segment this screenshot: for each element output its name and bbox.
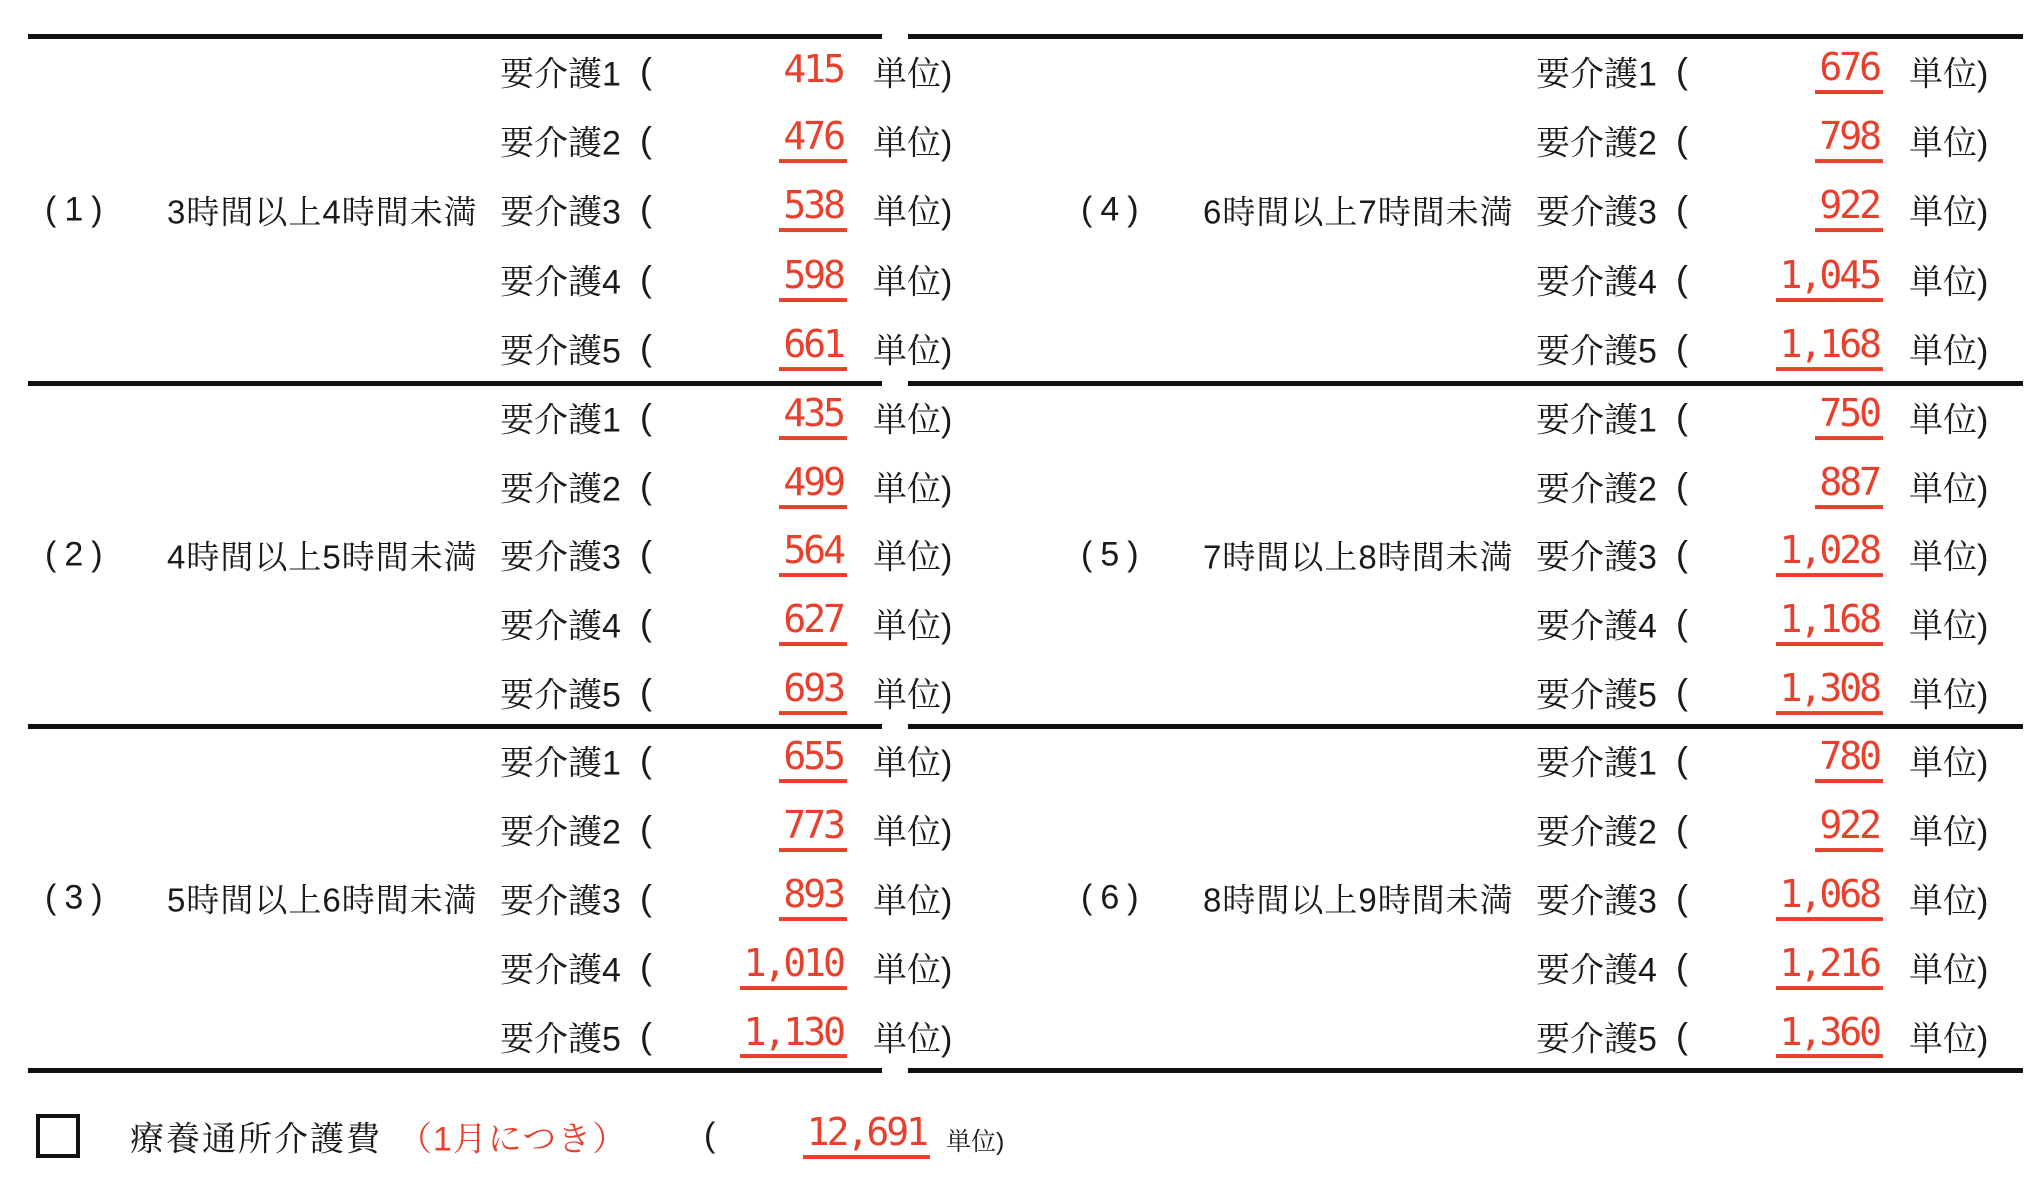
units-value: 1,168: [1776, 600, 1883, 646]
care-level-label: 要介護3: [500, 882, 621, 921]
units-box: [640, 114, 847, 163]
care-level-row: [1536, 244, 2006, 313]
open-paren: (: [1676, 876, 1688, 918]
units-value: 661: [779, 325, 847, 371]
units-box: [640, 803, 847, 852]
units-label: 単位): [873, 676, 953, 715]
care-level-label: 要介護3: [1536, 538, 1657, 577]
care-level-row: [500, 932, 970, 1001]
units-label: 単位): [1909, 401, 1989, 440]
care-level-row: [500, 1001, 970, 1070]
units-label: 単位): [873, 470, 953, 509]
units-value: 1,028: [1776, 532, 1883, 578]
care-level-label: 要介護5: [1536, 332, 1657, 371]
units-box: [640, 940, 847, 990]
care-level-label: 要介護1: [1536, 401, 1657, 440]
units-label: 単位): [873, 951, 953, 990]
units-value: 1,360: [1776, 1013, 1883, 1059]
care-level-row: [1536, 175, 2006, 244]
units-value: 1,168: [1776, 325, 1883, 371]
care-level-row: [500, 520, 970, 589]
units-label: 単位): [873, 193, 953, 232]
units-label: 単位): [873, 263, 953, 302]
care-level-label: 要介護3: [500, 193, 621, 232]
care-level-row: [500, 657, 970, 726]
section-time-range: 4時間以上5時間未満: [167, 538, 478, 575]
care-level-label: 要介護1: [500, 744, 621, 783]
care-level-row: [1536, 1001, 2006, 1070]
units-value: 415: [783, 46, 843, 91]
units-value: 773: [779, 806, 847, 852]
footer-open-paren: (: [704, 1116, 716, 1155]
care-level-row: [1536, 589, 2006, 658]
open-paren: (: [640, 464, 652, 506]
units-value: 893: [779, 875, 847, 921]
units-label: 単位): [1909, 55, 1989, 94]
units-value: 598: [779, 256, 847, 302]
units-value: 1,130: [740, 1013, 847, 1059]
units-box: [1676, 528, 1883, 578]
units-box: [1676, 940, 1883, 990]
units-value: 887: [1815, 463, 1883, 509]
units-box: [1676, 391, 1883, 440]
care-level-label: 要介護4: [1536, 263, 1657, 302]
care-level-label: 要介護2: [500, 470, 621, 509]
section-number: (2): [45, 535, 111, 573]
units-box: [640, 734, 847, 783]
open-paren: (: [640, 49, 652, 91]
units-label: 単位): [1909, 470, 1989, 509]
care-level-row: [1536, 657, 2006, 726]
care-level-row: [500, 244, 970, 313]
care-level-label: 要介護2: [1536, 124, 1657, 163]
units-box: [1676, 322, 1883, 371]
units-value: 693: [779, 669, 847, 715]
care-level-label: 要介護5: [500, 332, 621, 371]
section-time-range: 3時間以上4時間未満: [167, 193, 478, 230]
checkbox-icon: [36, 1114, 80, 1158]
footer-service-label: 療養通所介護費: [130, 1120, 382, 1159]
units-box: [640, 528, 847, 578]
open-paren: (: [1676, 1014, 1688, 1056]
care-level-label: 要介護3: [500, 538, 621, 577]
units-label: 単位): [873, 1020, 953, 1059]
open-paren: (: [640, 670, 652, 712]
units-label: 単位): [1909, 332, 1989, 371]
open-paren: (: [640, 602, 652, 644]
units-value: 1,045: [1776, 256, 1883, 302]
open-paren: (: [1676, 945, 1688, 987]
units-box: [1676, 183, 1883, 233]
units-label: 単位): [873, 332, 953, 371]
units-label: 単位): [873, 744, 953, 783]
units-box: [640, 183, 847, 233]
open-paren: (: [1676, 464, 1688, 506]
section-number: (4): [1081, 190, 1147, 228]
units-box: [640, 391, 847, 440]
units-label: 単位): [1909, 193, 1989, 232]
care-level-row: [1536, 864, 2006, 933]
units-box: [640, 46, 847, 92]
units-box: [1676, 872, 1883, 921]
open-paren: (: [1676, 188, 1688, 230]
units-box: [1676, 803, 1883, 852]
footer-units-label: 単位): [946, 1128, 1005, 1156]
footer-period-note: （1月につき）: [398, 1120, 628, 1159]
care-level-label: 要介護1: [1536, 744, 1657, 783]
units-value: 1,068: [1776, 875, 1883, 921]
open-paren: (: [640, 327, 652, 369]
care-level-row: [500, 589, 970, 658]
units-box: [1676, 665, 1883, 715]
section-number: (5): [1081, 535, 1147, 573]
units-label: 単位): [1909, 124, 1989, 163]
open-paren: (: [1676, 257, 1688, 299]
care-level-label: 要介護5: [500, 676, 621, 715]
units-value: 499: [779, 463, 847, 509]
units-label: 単位): [1909, 951, 1989, 990]
care-level-label: 要介護1: [1536, 55, 1657, 94]
units-label: 単位): [1909, 1020, 1989, 1059]
units-value: 922: [1815, 806, 1883, 852]
units-label: 単位): [1909, 676, 1989, 715]
units-box: [1676, 459, 1883, 509]
open-paren: (: [640, 188, 652, 230]
footer-units-value: 12,691: [803, 1113, 930, 1159]
units-label: 単位): [1909, 263, 1989, 302]
units-value: 476: [779, 117, 847, 163]
units-box: [640, 597, 847, 646]
care-level-label: 要介護4: [500, 263, 621, 302]
care-level-label: 要介護2: [500, 124, 621, 163]
units-box: [1676, 252, 1883, 302]
units-value: 750: [1815, 394, 1883, 440]
open-paren: (: [640, 257, 652, 299]
care-level-label: 要介護3: [1536, 882, 1657, 921]
units-box: [640, 252, 847, 302]
open-paren: (: [640, 945, 652, 987]
units-value: 676: [1815, 48, 1883, 94]
units-value: 564: [779, 532, 847, 578]
units-label: 単位): [873, 55, 953, 94]
units-label: 単位): [873, 882, 953, 921]
units-box: [640, 322, 847, 371]
units-box: [1676, 597, 1883, 646]
open-paren: (: [1676, 327, 1688, 369]
units-label: 単位): [1909, 744, 1989, 783]
care-level-label: 要介護1: [500, 401, 621, 440]
units-label: 単位): [873, 813, 953, 852]
footer-units-box: [710, 1110, 930, 1159]
section-time-range: 5時間以上6時間未満: [167, 881, 478, 919]
section-number: (1): [45, 190, 111, 228]
care-level-label: 要介護4: [1536, 607, 1657, 646]
care-level-label: 要介護4: [500, 607, 621, 646]
care-level-row: [1536, 314, 2006, 383]
care-level-row: [500, 452, 970, 521]
care-level-label: 要介護2: [500, 813, 621, 852]
care-level-label: 要介護2: [1536, 813, 1657, 852]
care-level-row: [1536, 105, 2006, 174]
care-level-row: [500, 726, 970, 795]
section-time-range: 8時間以上9時間未満: [1203, 881, 1514, 919]
units-label: 単位): [1909, 813, 1989, 852]
care-level-row: [1536, 36, 2006, 105]
open-paren: (: [640, 533, 652, 575]
units-box: [1676, 734, 1883, 783]
units-value: 1,216: [1776, 944, 1883, 990]
units-box: [1676, 44, 1883, 94]
units-label: 単位): [873, 538, 953, 577]
open-paren: (: [1676, 119, 1688, 161]
units-value: 627: [779, 600, 847, 646]
units-box: [640, 665, 847, 715]
units-box: [640, 1009, 847, 1059]
care-level-row: [1536, 726, 2006, 795]
open-paren: (: [1676, 602, 1688, 644]
care-level-row: [500, 314, 970, 383]
care-level-row: [500, 795, 970, 864]
units-box: [1676, 1009, 1883, 1059]
units-value: 538: [779, 187, 847, 233]
open-paren: (: [640, 396, 652, 438]
care-level-label: 要介護2: [1536, 470, 1657, 509]
open-paren: (: [640, 808, 652, 850]
care-level-row: [1536, 932, 2006, 1001]
care-level-row: [1536, 452, 2006, 521]
care-level-row: [1536, 383, 2006, 452]
open-paren: (: [1676, 49, 1688, 91]
section-number: (6): [1081, 878, 1147, 917]
units-box: [640, 459, 847, 509]
open-paren: (: [1676, 739, 1688, 781]
care-level-label: 要介護5: [1536, 676, 1657, 715]
care-level-row: [1536, 795, 2006, 864]
open-paren: (: [640, 1014, 652, 1056]
care-level-label: 要介護5: [500, 1020, 621, 1059]
care-level-row: [1536, 520, 2006, 589]
care-level-label: 要介護5: [1536, 1020, 1657, 1059]
open-paren: (: [640, 119, 652, 161]
units-value: 780: [1815, 737, 1883, 783]
care-level-label: 要介護3: [1536, 193, 1657, 232]
care-level-row: [500, 175, 970, 244]
section-time-range: 7時間以上8時間未満: [1203, 538, 1514, 575]
units-label: 単位): [1909, 607, 1989, 646]
units-value: 435: [779, 394, 847, 440]
care-level-row: [500, 36, 970, 105]
open-paren: (: [1676, 396, 1688, 438]
care-level-row: [500, 383, 970, 452]
units-value: 1,010: [740, 944, 847, 990]
units-label: 単位): [1909, 538, 1989, 577]
care-level-row: [500, 864, 970, 933]
care-level-label: 要介護4: [500, 951, 621, 990]
care-level-label: 要介護1: [500, 55, 621, 94]
units-label: 単位): [873, 124, 953, 163]
units-value: 1,308: [1776, 669, 1883, 715]
units-box: [1676, 114, 1883, 163]
units-label: 単位): [873, 401, 953, 440]
units-box: [640, 872, 847, 921]
open-paren: (: [640, 739, 652, 781]
care-level-row: [500, 105, 970, 174]
section-time-range: 6時間以上7時間未満: [1203, 193, 1514, 230]
open-paren: (: [1676, 808, 1688, 850]
units-value: 922: [1815, 187, 1883, 233]
open-paren: (: [1676, 533, 1688, 575]
open-paren: (: [1676, 670, 1688, 712]
care-level-label: 要介護4: [1536, 951, 1657, 990]
units-label: 単位): [873, 607, 953, 646]
units-value: 655: [779, 737, 847, 783]
section-number: (3): [45, 878, 111, 917]
open-paren: (: [640, 876, 652, 918]
units-value: 798: [1815, 117, 1883, 163]
units-label: 単位): [1909, 882, 1989, 921]
